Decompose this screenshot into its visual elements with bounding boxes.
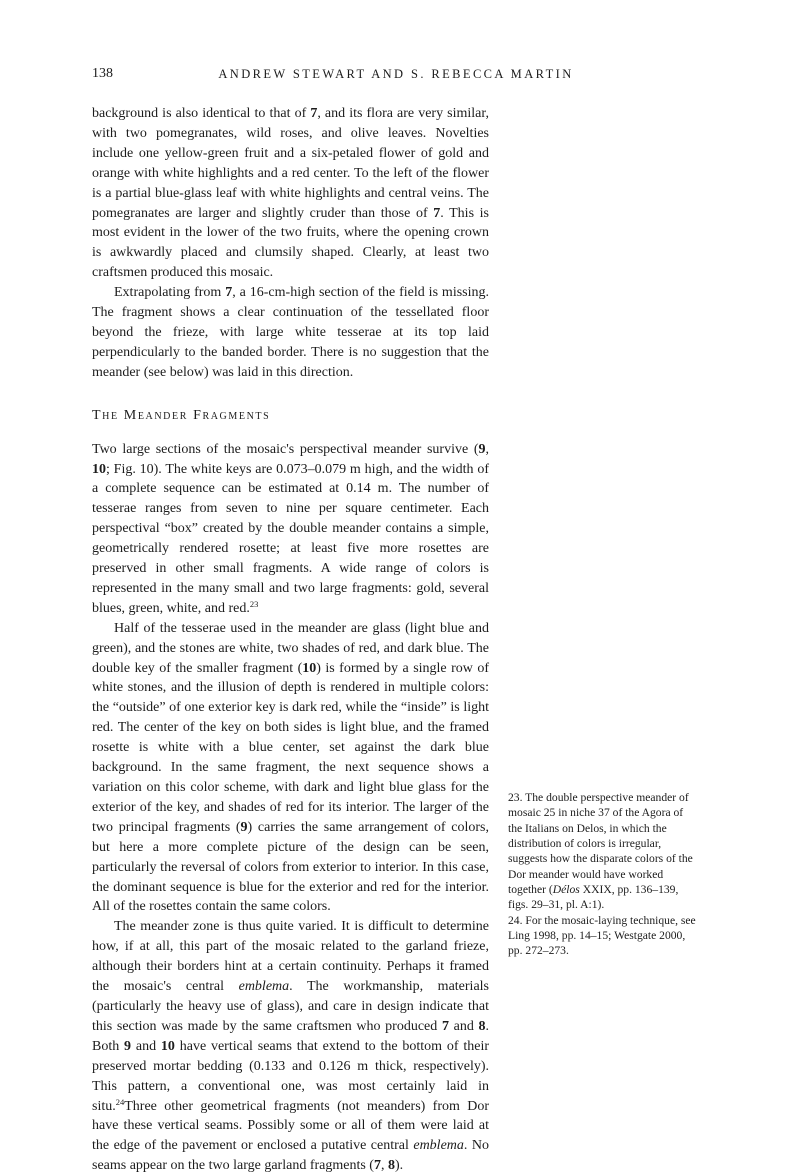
- footnotes: [508, 790, 700, 959]
- paragraph-5: The meander zone is thus quite varied. It is difficult to determine how, if at all, this part of the mosaic related to the garland frieze, although their borders hint at a certain continuity. Perhaps it framed the mosaic's central emblema. The workmanship, materials (particularly the heavy use of glass), and care in design indicate that this section was made by the same craftsmen who produced 7 and 8. Both 9 and 10 have vertical seams that extend to the bottom of their preserved mortar bedding (0.133 and 0.126 m thick, respectively). This pattern, a conventional one, was most certainly laid in situ.$^{24}$Three other geometrical fragments (not meanders) from Dor have these vertical seams. Possibly some or all of them were laid at the edge of the pavement or enclosed a putative central emblema. No seams appear on the two large garland fragments (7, 8).: [92, 919, 489, 1174]
- section-heading: The Meander Fragments: [92, 407, 271, 423]
- footnote-ref-23[interactable]: 23: [249, 598, 259, 609]
- paragraph-1: background is also identical to that of 7, and its flora are very similar, with two pomegranates, wild roses, and olive leaves. Novelties include one yellow-green fruit and a six-petaled flower of gold and orange with white highlights and a red center. To the left of the flower is a partial blue-glass leaf with white highlights and central veins. The pomegranates are larger and slightly cruder than those of 7. This is most evident in the lower of the two fruits, where the opening crown is awkwardly placed and clumsily shaped. Clearly, at least two craftsmen produced this mosaic.: [92, 106, 489, 281]
- page-header: [92, 66, 700, 86]
- page-number: 138: [92, 66, 113, 81]
- paragraph-2: Extrapolating from 7, a 16-cm-high section of the field is missing. The fragment shows a clear continuation of the tessellated floor beyond the frieze, with large white tesserae at its top laid perpendicularly to the banded border. There is no suggestion that the meander (see below) was laid in this direction.: [92, 285, 489, 380]
- main-text-column: [92, 104, 489, 1176]
- paragraph-3: Two large sections of the mosaic's perspectival meander survive (9, 10; Fig. 10). The white keys are 0.073–0.079 m high, and the width of a complete sequence can be estimated at 0.14 m. The number of tesserae ranges from seven to nine per square centimeter. Each perspectival “box” created by the double meander contains a simple, geometrically rendered rosette; at least five more rosettes are preserved in other small fragments. A wide range of colors is represented in the many small and two large fragments: gold, several blues, green, white, and red.$^{23}$: [92, 441, 489, 616]
- footnote-ref-24[interactable]: 24: [115, 1096, 125, 1107]
- running-head: ANDREW STEWART AND S. REBECCA MARTIN: [218, 67, 574, 81]
- footnote-23: 23. The double perspective meander of mosaic 25 in niche 37 of the Agora of the Italians on Delos, in which the distribution of colors is irregular, suggests how the disparate colors of the Dor meander would have worked together (Délos XXIX, pp. 136–139, figs. 29–31, pl. A:1).: [508, 791, 693, 912]
- paragraph-4: Half of the tesserae used in the meander are glass (light blue and green), and the stones are white, two shades of red, and dark blue. The double key of the smaller fragment (10) is formed by a single row of white stones, and the illusion of depth is rendered in multiple colors: the “outside” of one exterior key is dark red, while the “inside” is light red. The center of the key on both sides is light blue, and the framed rosette is white with a blue center, set against the dark blue background. In the same fragment, the next sequence shows a variation on this color scheme, with dark and light blue glass for the exterior of the key, and shades of red for its interior. The larger of the two principal fragments (9) carries the same arrangement of colors, but here a more complete picture of the design can be seen, particularly the reversal of colors from exterior to interior. In this case, the dominant sequence is blue for the exterior and red for the interior. All of the rosettes contain the same colors.: [92, 620, 489, 915]
- footnote-24: 24. For the mosaic-laying technique, see Ling 1998, pp. 14–15; Westgate 2000, pp. 272–273.: [508, 913, 696, 958]
